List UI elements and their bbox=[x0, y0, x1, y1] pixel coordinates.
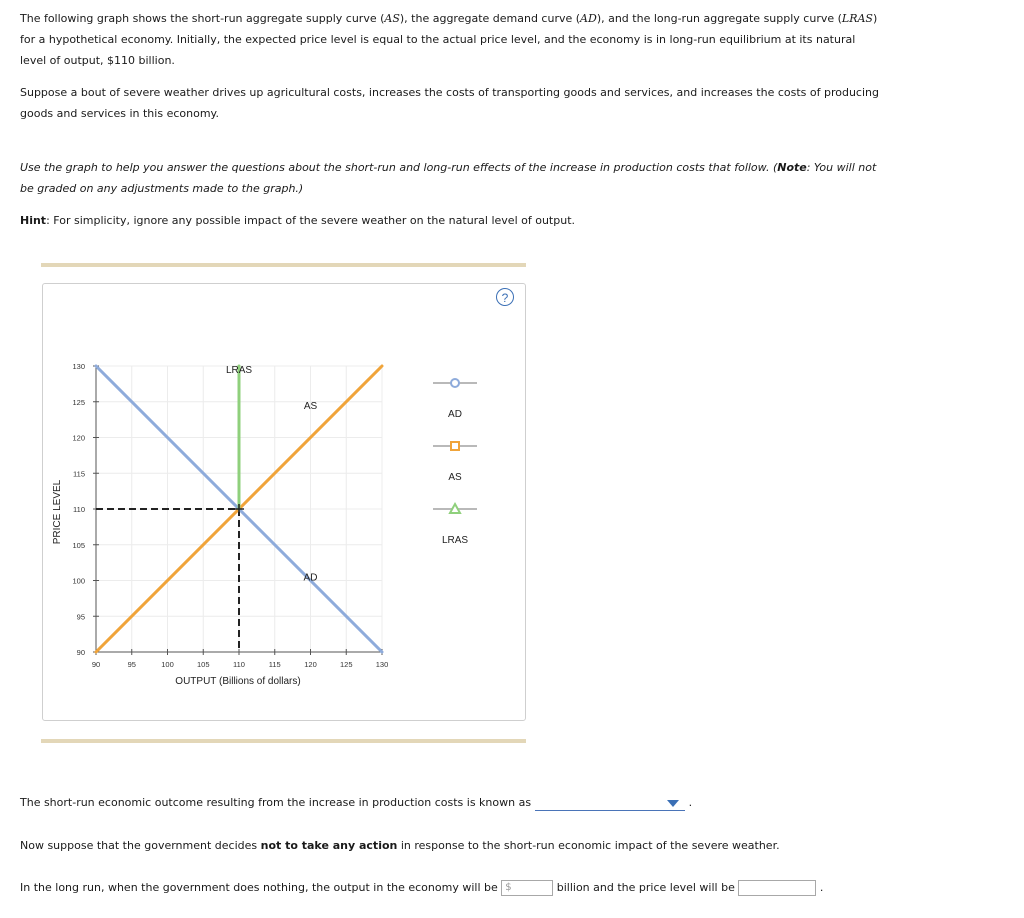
x-tick-label-130: 130 bbox=[375, 660, 389, 669]
legend-item-as[interactable] bbox=[433, 442, 477, 483]
question-3: In the long run, when the government does nothing, the output in the economy will be $ billion and the price level will be . bbox=[20, 881, 824, 894]
x-axis-label: OUTPUT (Billions of dollars) bbox=[175, 676, 301, 687]
help-icon[interactable]: ? bbox=[496, 288, 514, 306]
circle-icon bbox=[451, 379, 459, 387]
x-tick-label-100: 100 bbox=[161, 660, 174, 669]
x-tick-label-95: 95 bbox=[127, 660, 136, 669]
lras-curve-label: LRAS bbox=[225, 365, 253, 377]
x-tick-label-90: 90 bbox=[91, 660, 101, 669]
y-tick-label-95: 95 bbox=[76, 612, 85, 622]
legend-item-lras[interactable] bbox=[433, 504, 477, 546]
as-curve-label: AS bbox=[303, 400, 318, 412]
x-tick-label-125: 125 bbox=[339, 660, 353, 669]
legend-label: AS bbox=[448, 472, 462, 483]
y-tick-label-90: 90 bbox=[76, 648, 85, 657]
y-tick-label-115: 115 bbox=[73, 469, 85, 479]
price-level-input[interactable] bbox=[738, 880, 816, 896]
intro-paragraph-3: Use the graph to help you answer the questions about the short-run and long-run effects of the increase in production costs that follow. (Note: You will not be graded on any adjustments made to the graph.) bbox=[20, 161, 877, 195]
x-tick-label-115: 115 bbox=[268, 660, 281, 669]
intro-paragraph-2: Suppose a bout of severe weather drives up agricultural costs, increases the costs of transporting goods and services, and increases the costs of producing goods and services in this economy. bbox=[20, 86, 879, 120]
y-tick-label-130: 130 bbox=[72, 362, 85, 371]
y-tick-label-105: 105 bbox=[72, 540, 85, 550]
x-tick-label-105: 105 bbox=[196, 660, 210, 669]
legend-label: AD bbox=[448, 409, 462, 420]
square-icon bbox=[451, 442, 459, 450]
question-2: Now suppose that the government decides not to take any action in response to the short-run economic impact of the severe weather. bbox=[20, 839, 780, 852]
y-tick-label-100: 100 bbox=[72, 576, 85, 586]
triangle-icon bbox=[450, 504, 460, 513]
bottom-divider bbox=[41, 739, 526, 743]
ad-curve-label: AD bbox=[303, 572, 318, 584]
x-tick-label-110: 110 bbox=[233, 660, 245, 669]
outcome-dropdown[interactable] bbox=[535, 796, 685, 811]
y-tick-label-125: 125 bbox=[72, 397, 85, 407]
question-1: The short-run economic outcome resulting from the increase in production costs is known as . bbox=[20, 796, 693, 809]
legend-label: LRAS bbox=[441, 535, 469, 546]
legend-item-ad[interactable] bbox=[433, 379, 477, 420]
y-tick-label-110: 110 bbox=[73, 505, 85, 514]
x-tick-label-120: 120 bbox=[304, 660, 317, 669]
hint-text: Hint: For simplicity, ignore any possible impact of the severe weather on the natural level of output. bbox=[20, 214, 576, 227]
chevron-down-icon bbox=[667, 800, 679, 807]
y-axis-label: PRICE LEVEL bbox=[52, 479, 63, 545]
intro-paragraph-1: The following graph shows the short-run aggregate supply curve (AS), the aggregate demand curve (AD), and the long-run aggregate supply curve (LRAS) for a hypothetical economy. Initially, the expected price level is equal to the actual price level, and the economy is in long-run equilibrium at its natural level of output, $110 billion. bbox=[20, 12, 878, 67]
y-tick-label-120: 120 bbox=[72, 433, 85, 443]
output-input[interactable]: $ bbox=[501, 880, 553, 896]
